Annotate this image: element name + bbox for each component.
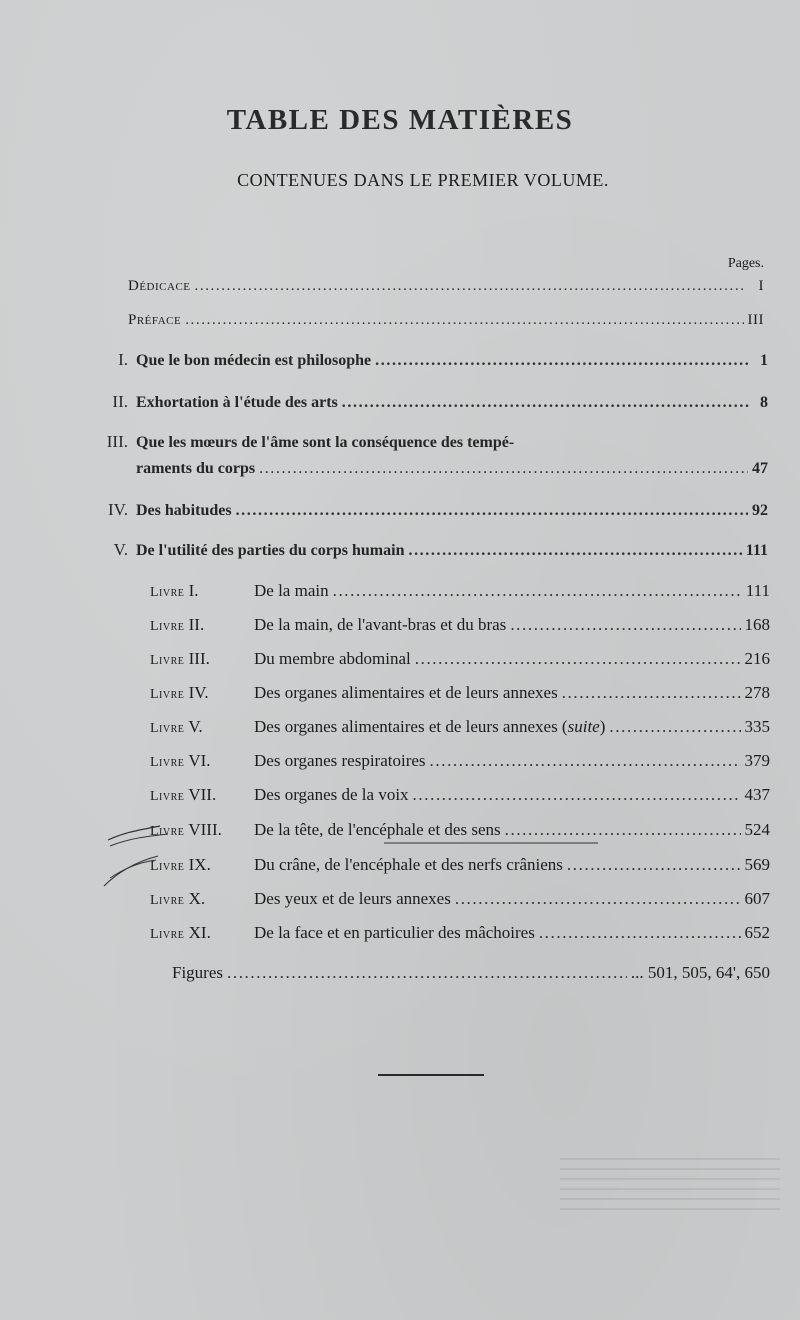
chapter-page: 8 [760, 394, 768, 411]
page-subtitle: CONTENUES DANS LE PREMIER VOLUME. [237, 170, 609, 190]
chapter-page: 111 [745, 542, 768, 559]
livre-prefix: Livre [150, 687, 185, 702]
livre-prefix: Livre [150, 927, 185, 942]
livre-prefix: Livre [150, 653, 185, 668]
livre-number: VII. [188, 785, 217, 804]
livre-title: Des organes alimentaires et de leurs annexes [254, 683, 558, 702]
livre-page: 607 [744, 889, 770, 908]
livre-number: V. [188, 717, 203, 736]
chapter-number: II. [112, 392, 128, 411]
livre-number: VI. [188, 751, 211, 770]
livre-number: X. [188, 889, 206, 908]
chapter-page: 47 [752, 460, 768, 477]
livre-number: II. [188, 615, 205, 634]
livre-prefix: Livre [150, 893, 185, 908]
livre-page: 168 [744, 615, 770, 634]
livre-number: IX. [188, 855, 211, 874]
livre-number: III. [188, 649, 210, 668]
livre-page: 278 [744, 683, 770, 702]
livre-number: I. [188, 581, 199, 600]
livre-prefix: Livre [150, 755, 185, 770]
livre-title: Du crâne, de l'encéphale et des nerfs crâniens [254, 855, 563, 874]
figures-pages: ... 501, 505, 64', 650 [630, 963, 770, 982]
chapter-title: De l'utilité des parties du corps humain [136, 542, 405, 559]
entry-page: III [747, 312, 764, 328]
pencil-stroke [108, 826, 160, 840]
page-title: TABLE DES MATIÈRES [226, 104, 574, 136]
livre-page: 524 [744, 820, 770, 839]
livre-page: 216 [744, 649, 770, 668]
livre-page: 111 [745, 581, 770, 600]
livre-page: 652 [744, 923, 770, 942]
livre-prefix: Livre [150, 721, 185, 736]
entry-title: Dédicace [128, 278, 191, 294]
livre-prefix: Livre [150, 585, 185, 600]
chapter-title: Exhortation à l'étude des arts [136, 394, 338, 411]
livre-prefix: Livre [150, 619, 185, 634]
chapter-number: III. [106, 432, 128, 451]
entry-page: I [758, 278, 764, 294]
livre-page: 569 [744, 855, 770, 874]
entry-title: Préface [128, 312, 182, 328]
chapter-page: 1 [760, 352, 768, 369]
livre-prefix: Livre [150, 824, 185, 839]
livre-page: 379 [744, 751, 770, 770]
chapter-number: I. [118, 350, 128, 369]
livre-number: VIII. [188, 820, 222, 839]
livre-title: De la face et en particulier des mâchoires [254, 923, 535, 942]
livre-number: XI. [188, 923, 211, 942]
livre-title-italic: suite [567, 717, 600, 736]
chapter-title: Que le bon médecin est philosophe [136, 352, 372, 369]
livre-prefix: Livre [150, 859, 185, 874]
livre-title: De la main [254, 581, 329, 600]
livre-title: Des organes respiratoires [254, 751, 426, 770]
livre-title: De la tête, de l'encéphale et des sens [254, 820, 501, 839]
livre-number: IV. [188, 683, 209, 702]
figures-label: Figures [172, 963, 223, 982]
chapter-page: 92 [752, 502, 768, 519]
livre-title: Des yeux et de leurs annexes [254, 889, 451, 908]
chapter-number: V. [113, 540, 128, 559]
livre-prefix: Livre [150, 789, 185, 804]
livre-title: De la main, de l'avant-bras et du bras [254, 615, 507, 634]
pencil-stroke [104, 856, 158, 886]
livre-page: 437 [744, 785, 770, 804]
livre-page: 335 [744, 717, 770, 736]
livre-title: Des organes de la voix [254, 785, 409, 804]
livre-title: Du membre abdominal [254, 649, 411, 668]
chapter-title: Des habitudes [136, 502, 232, 519]
chapter-title-line2: raments du corps [136, 460, 256, 477]
chapter-number: IV. [108, 500, 128, 519]
chapter-title-line1: Que les mœurs de l'âme sont la conséquence des tempé- [136, 434, 515, 451]
pages-column-label: Pages. [727, 256, 764, 271]
livre-title: Des organes alimentaires et de leurs annexes (suite) [254, 717, 606, 736]
